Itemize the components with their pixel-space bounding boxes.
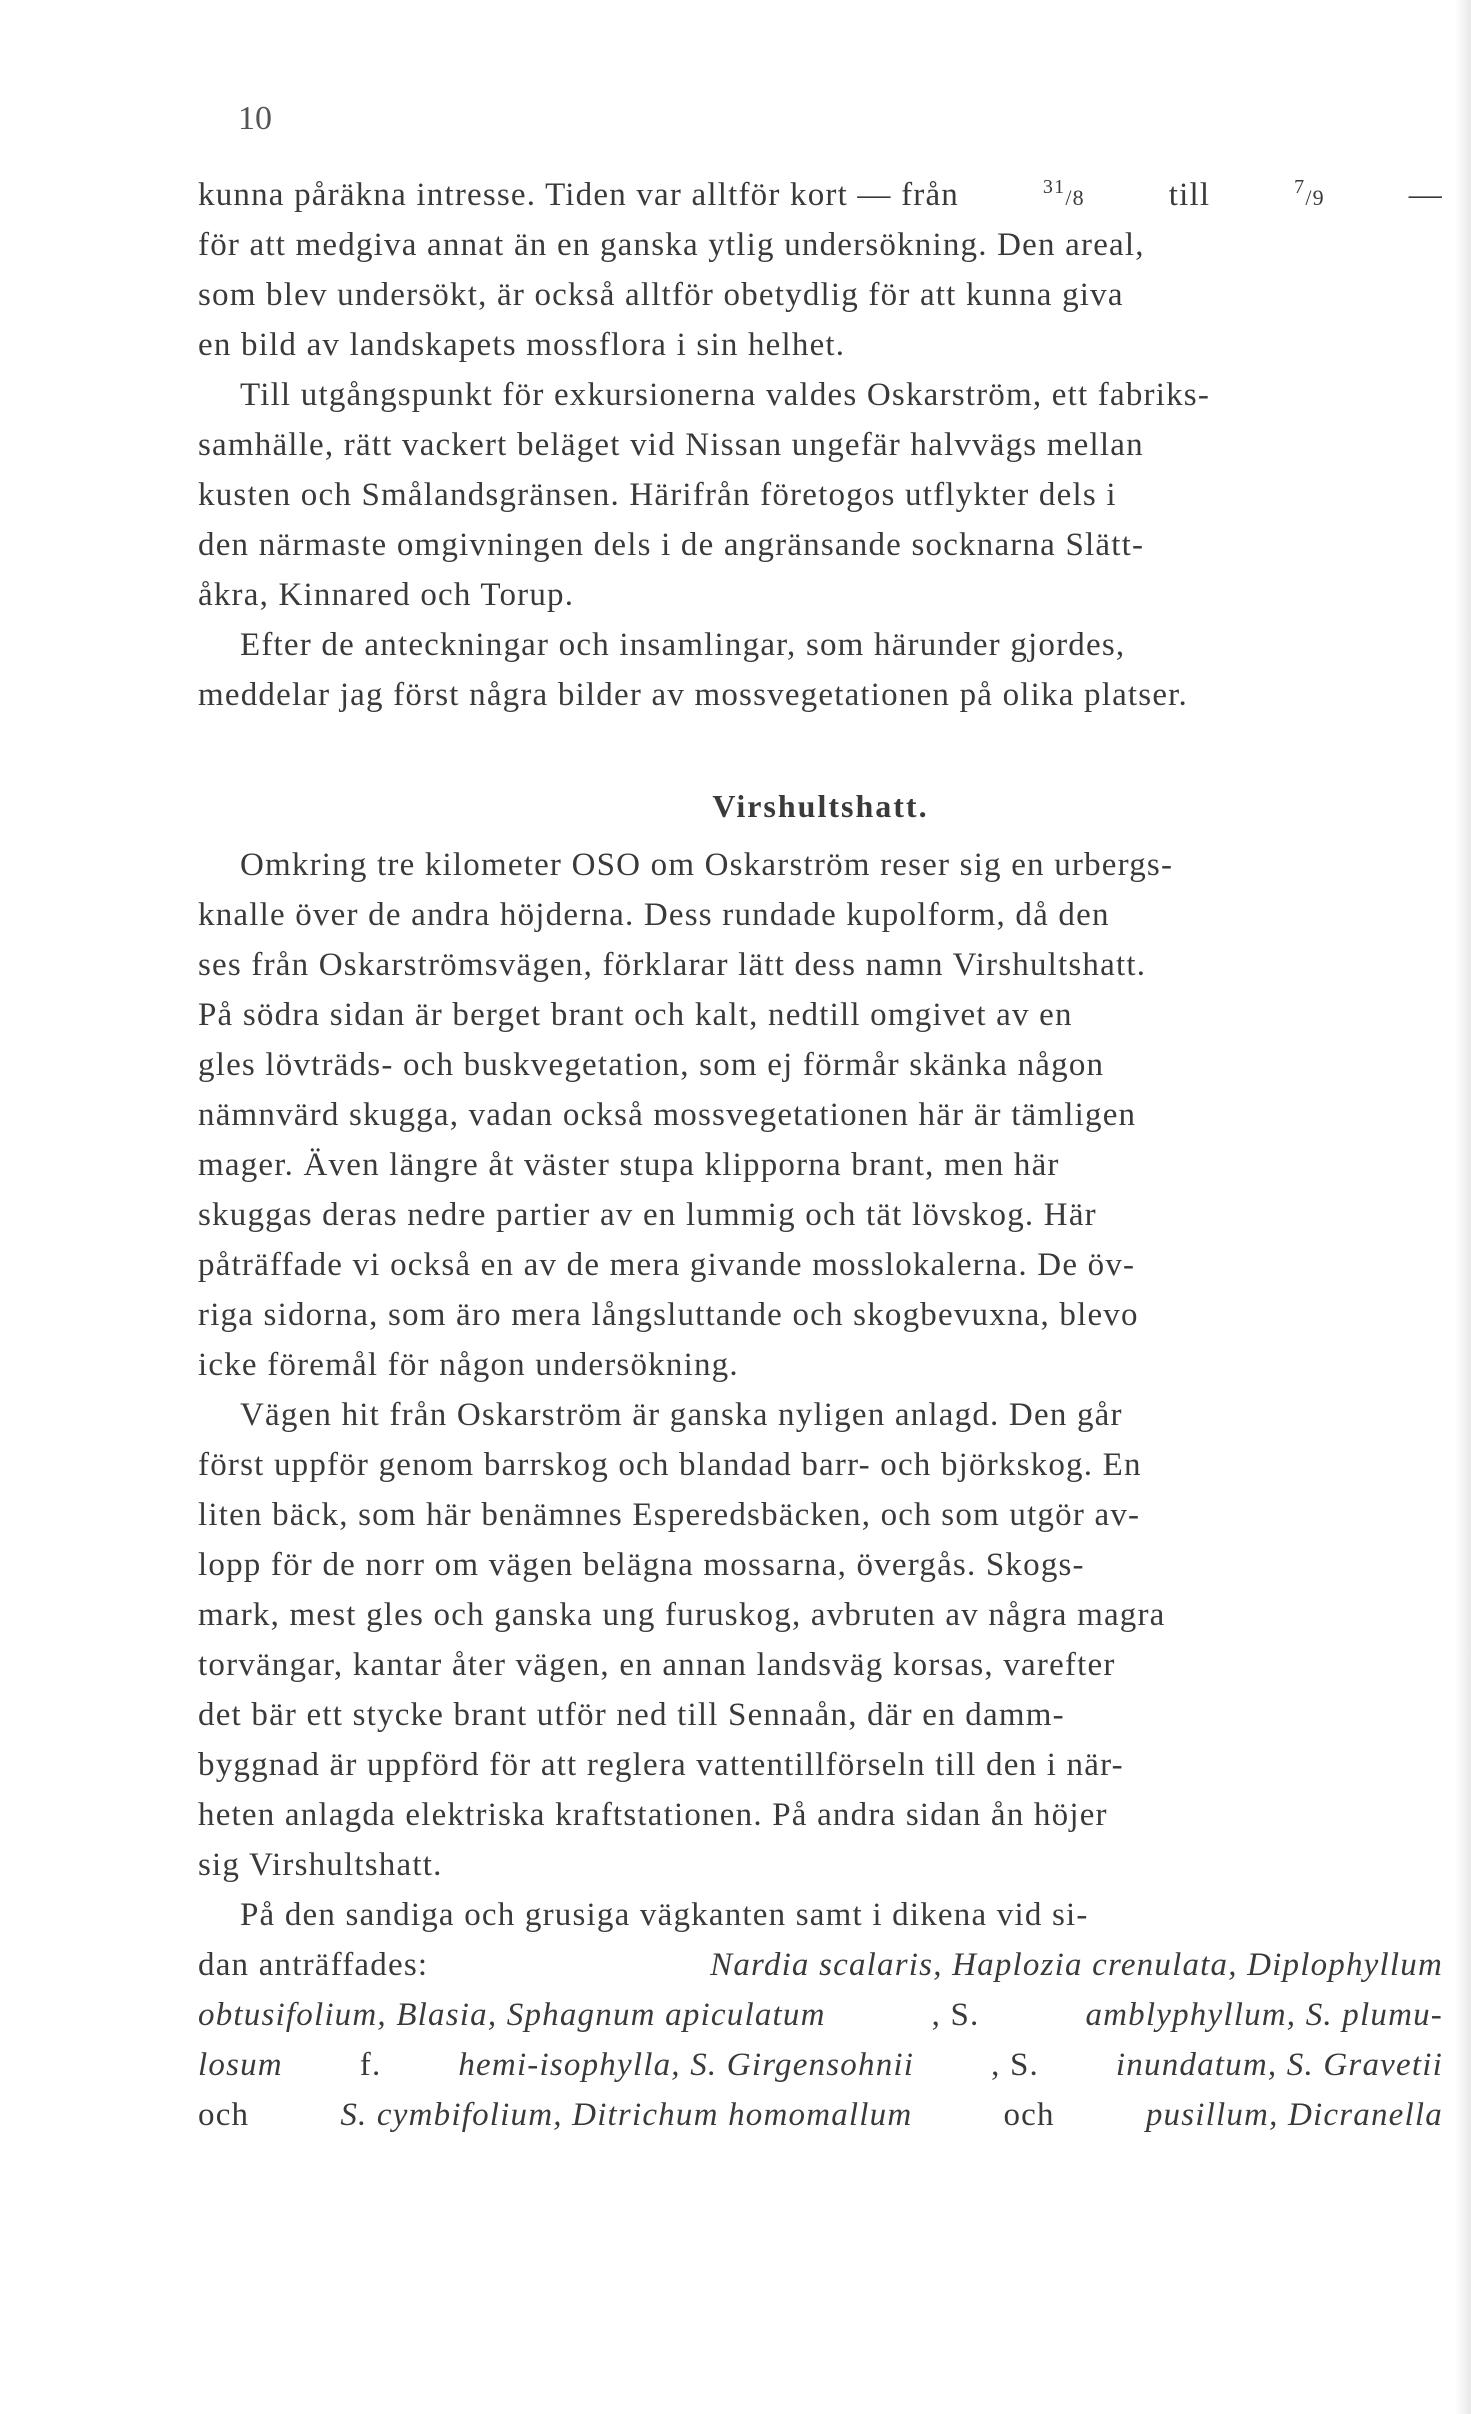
text-line bbox=[198, 570, 1443, 620]
species-names: hemi-isophylla, S. Girgensohnii bbox=[458, 2047, 915, 2083]
text-line bbox=[198, 270, 1443, 320]
text-segment: På den sandiga och grusiga vägkanten samt i dikena vid si- bbox=[240, 1897, 1089, 1933]
text-segment: kunna påräkna intresse. Tiden var alltför kort — från bbox=[198, 177, 959, 213]
text-segment: det bär ett stycke brant utför ned till Sennaån, där en damm- bbox=[198, 1697, 1065, 1733]
species-names: Nardia scalaris, Haplozia crenulata, Diplophyllum bbox=[710, 1947, 1443, 1983]
text-line bbox=[198, 1240, 1443, 1290]
text-line bbox=[198, 1140, 1443, 1190]
text-segment: för att medgiva annat än en ganska ytlig undersökning. Den areal, bbox=[198, 227, 1145, 263]
text-line bbox=[198, 1340, 1443, 1390]
text-segment: , S. bbox=[931, 1997, 980, 2033]
text-segment: Vägen hit från Oskarström är ganska nyligen anlagd. Den går bbox=[240, 1397, 1123, 1433]
text-line bbox=[198, 1440, 1443, 1490]
text-line bbox=[198, 1640, 1443, 1690]
text-line bbox=[198, 1740, 1443, 1790]
text-line bbox=[198, 520, 1443, 570]
text-segment: sig Virshultshatt. bbox=[198, 1847, 443, 1883]
text-line bbox=[198, 890, 1443, 940]
text-line bbox=[198, 620, 1443, 670]
text-segment: torvängar, kantar åter vägen, en annan landsväg korsas, varefter bbox=[198, 1647, 1116, 1683]
text-segment: , S. bbox=[991, 2047, 1039, 2083]
text-segment: knalle över de andra höjderna. Dess rundade kupolform, då den bbox=[198, 897, 1110, 933]
page-number: 10 bbox=[238, 100, 272, 137]
fraction-denominator: /8 bbox=[1065, 185, 1085, 210]
section-heading: Virshultshatt. bbox=[712, 788, 929, 824]
text-segment: På södra sidan är berget brant och kalt, nedtill omgivet av en bbox=[198, 997, 1073, 1033]
body-text bbox=[198, 170, 1443, 2140]
text-line bbox=[198, 1840, 1443, 1890]
species-names: inundatum, S. Gravetii bbox=[1115, 2047, 1443, 2083]
text-line bbox=[198, 1590, 1443, 1640]
text-line bbox=[198, 1790, 1443, 1840]
text-line bbox=[198, 1190, 1443, 1240]
text-segment: dan anträffades: bbox=[198, 1947, 429, 1983]
text-segment: meddelar jag först några bilder av mossvegetationen på olika platser. bbox=[198, 677, 1188, 713]
text-segment: först uppför genom barrskog och blandad barr- och björkskog. En bbox=[198, 1447, 1142, 1483]
species-names: S. cymbifolium, Ditrichum homomallum bbox=[340, 2097, 913, 2133]
fraction: 7/9 bbox=[1294, 170, 1325, 223]
text-segment: heten anlagda elektriska kraftstationen. På andra sidan ån höjer bbox=[198, 1797, 1108, 1833]
text-segment: Till utgångspunkt för exkursionerna valdes Oskarström, ett fabriks- bbox=[240, 377, 1211, 413]
text-line bbox=[198, 1040, 1443, 1090]
page-edge-shadow bbox=[1455, 0, 1471, 2414]
species-names: obtusifolium, Blasia, Sphagnum apiculatum bbox=[198, 1997, 826, 2033]
text-segment: den närmaste omgivningen dels i de angränsande socknarna Slätt- bbox=[198, 527, 1145, 563]
text-line bbox=[198, 170, 1443, 220]
text-line bbox=[198, 2040, 1443, 2090]
text-line bbox=[198, 670, 1443, 720]
text-segment: mark, mest gles och ganska ung furuskog, avbruten av några magra bbox=[198, 1597, 1166, 1633]
text-segment: icke föremål för någon undersökning. bbox=[198, 1347, 739, 1383]
text-line bbox=[198, 1090, 1443, 1140]
text-line bbox=[198, 470, 1443, 520]
text-line bbox=[198, 1890, 1443, 1940]
text-line bbox=[198, 940, 1443, 990]
fraction: 31/8 bbox=[1043, 170, 1085, 223]
text-segment: liten bäck, som här benämnes Esperedsbäcken, och som utgör av- bbox=[198, 1497, 1141, 1533]
text-segment: f. bbox=[359, 2047, 382, 2083]
text-line bbox=[198, 1990, 1443, 2040]
text-segment: Omkring tre kilometer OSO om Oskarström reser sig en urbergs- bbox=[240, 847, 1174, 883]
species-names: amblyphyllum, S. plumu- bbox=[1085, 1997, 1443, 2033]
species-names: losum bbox=[198, 2047, 283, 2083]
text-line bbox=[198, 1690, 1443, 1740]
text-line bbox=[198, 420, 1443, 470]
text-segment: nämnvärd skugga, vadan också mossvegetationen här är tämligen bbox=[198, 1097, 1137, 1133]
text-line bbox=[198, 840, 1443, 890]
text-segment: ses från Oskarströmsvägen, förklarar lätt dess namn Virshultshatt. bbox=[198, 947, 1147, 983]
text-segment: till bbox=[1168, 177, 1211, 213]
text-line bbox=[198, 1390, 1443, 1440]
text-line bbox=[198, 370, 1443, 420]
text-line bbox=[198, 1290, 1443, 1340]
text-segment: åkra, Kinnared och Torup. bbox=[198, 577, 575, 613]
text-segment: mager. Även längre åt väster stupa klipporna brant, men här bbox=[198, 1147, 1060, 1183]
text-segment: skuggas deras nedre partier av en lummig och tät lövskog. Här bbox=[198, 1197, 1097, 1233]
text-line bbox=[198, 220, 1443, 270]
text-line bbox=[198, 1540, 1443, 1590]
text-segment: och bbox=[198, 2097, 250, 2133]
text-segment: lopp för de norr om vägen belägna mossarna, övergås. Skogs- bbox=[198, 1547, 1085, 1583]
text-segment: Efter de anteckningar och insamlingar, som härunder gjordes, bbox=[240, 627, 1126, 663]
text-line bbox=[198, 990, 1443, 1040]
text-segment: som blev undersökt, är också alltför obetydlig för att kunna giva bbox=[198, 277, 1124, 313]
text-segment: gles lövträds- och buskvegetation, som ej förmår skänka någon bbox=[198, 1047, 1105, 1083]
species-names: pusillum, Dicranella bbox=[1145, 2097, 1443, 2133]
fraction-denominator: /9 bbox=[1305, 185, 1325, 210]
text-line bbox=[198, 1940, 1443, 1990]
text-segment: påträffade vi också en av de mera givande mosslokalerna. De öv- bbox=[198, 1247, 1136, 1283]
text-segment: en bild av landskapets mossflora i sin helhet. bbox=[198, 327, 846, 363]
section-spacer bbox=[198, 720, 1443, 762]
text-segment: och bbox=[1003, 2097, 1055, 2133]
text-segment: byggnad är uppförd för att reglera vattentillförseln till den i när- bbox=[198, 1747, 1124, 1783]
text-segment: samhälle, rätt vackert beläget vid Nissan ungefär halvvägs mellan bbox=[198, 427, 1144, 463]
text-segment: riga sidorna, som äro mera långsluttande och skogbevuxna, blevo bbox=[198, 1297, 1139, 1333]
text-segment: kusten och Smålandsgränsen. Härifrån företogos utflykter dels i bbox=[198, 477, 1117, 513]
text-line bbox=[198, 2090, 1443, 2140]
text-segment: — bbox=[1408, 177, 1443, 213]
text-line bbox=[198, 320, 1443, 370]
text-line bbox=[198, 1490, 1443, 1540]
